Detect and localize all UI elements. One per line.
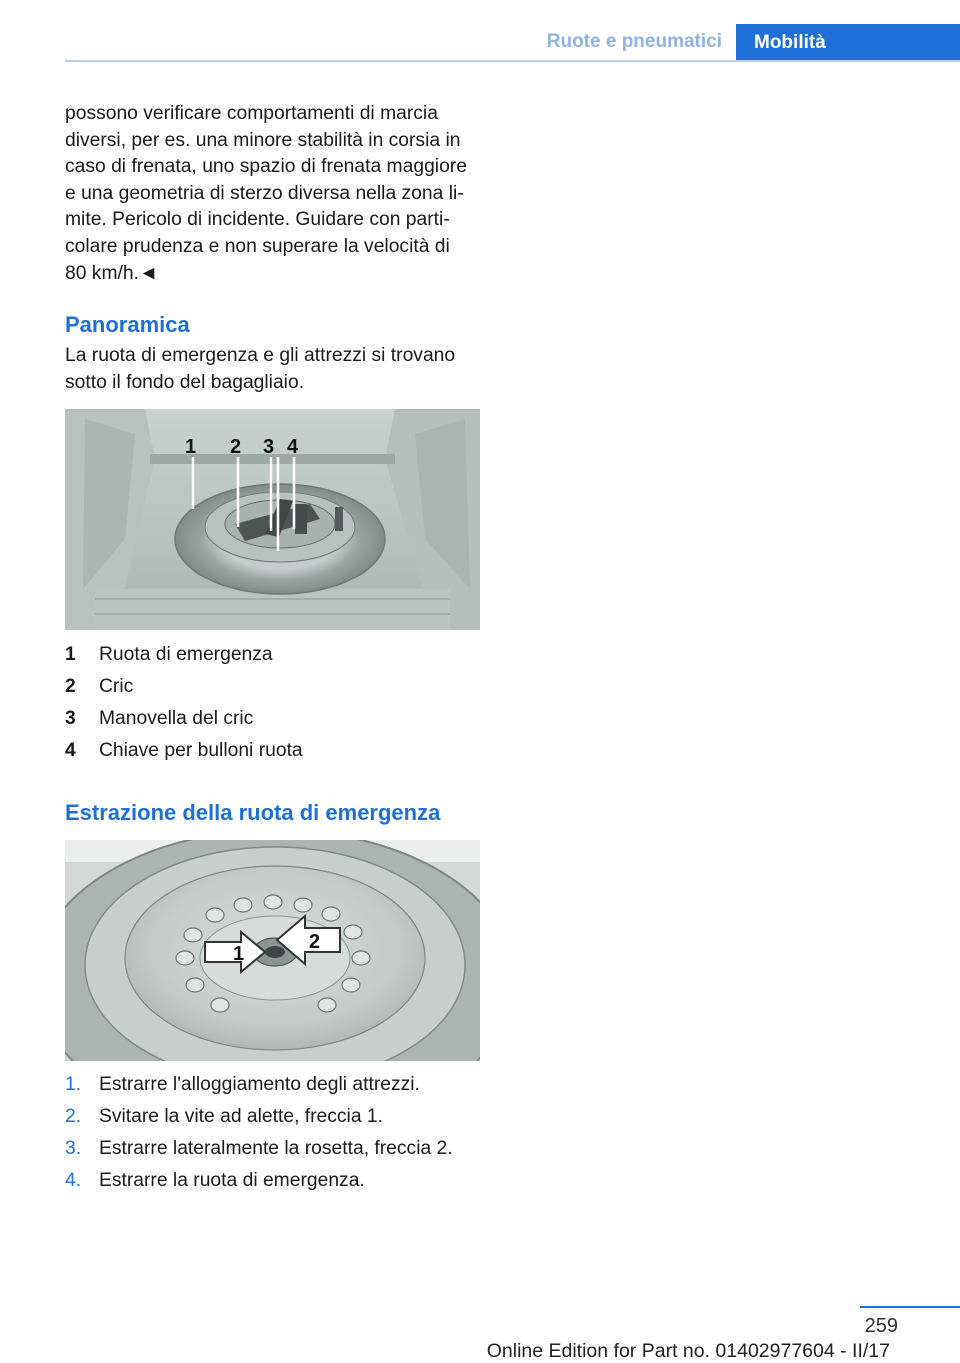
footer-rule [860,1306,960,1308]
legend-text: Chiave per bulloni ruota [99,740,303,761]
intro-line: e una geometria di sterzo diversa nella zona li‐ [65,182,464,204]
spare-wheel-trunk-illustration [65,409,480,630]
legend-text: Ruota di emergenza [99,644,273,665]
spare-wheel-trunk-figure [65,409,480,630]
removal-section [65,799,480,827]
header-section-tab[interactable]: Ruote e pneumatici [546,31,722,52]
footer-edition: Online Edition for Part no. 01402977604 - II/17 [486,1340,890,1362]
intro-line: mite. Pericolo di incidente. Guidare con parti‐ [65,209,450,231]
step-number: 4. [65,1170,82,1191]
header-rule [65,60,960,62]
spare-wheel-closeup-figure [65,840,480,1061]
intro-line: colare prudenza e non superare la velocità di [65,235,450,257]
header-chapter-tab[interactable]: Mobilità [736,24,960,62]
overview-text-line: sotto il fondo del bagagliaio. [65,371,305,393]
step-number: 2. [65,1106,82,1127]
legend-number: 1 [65,644,76,665]
figure-label: 2 [230,436,242,458]
figure-label: 4 [287,436,299,458]
legend-number: 3 [65,708,76,729]
figure-label: 1 [233,943,245,965]
spare-wheel-closeup-illustration [65,840,480,1061]
legend-text: Manovella del cric [99,708,254,729]
legend-text: Cric [99,676,134,697]
step-text: Estrarre la ruota di emergenza. [99,1170,365,1191]
intro-line: possono verificare comportamenti di marcia [65,103,438,124]
intro-paragraph [65,101,480,287]
figure-label: 2 [309,931,321,953]
figure-label: 3 [263,436,275,458]
overview-section [65,311,480,396]
intro-line: 80 km/h.◄ [65,262,159,284]
step-number: 3. [65,1138,82,1159]
removal-title: Estrazione della ruota di emergenza [65,800,441,825]
overview-title: Panoramica [65,312,190,337]
intro-line: caso di frenata, uno spazio di frenata maggiore [65,156,467,178]
step-text: Svitare la vite ad alette, freccia 1. [99,1106,384,1127]
legend-number: 4 [65,740,76,761]
step-text: Estrarre lateralmente la rosetta, freccia 2. [99,1138,453,1159]
step-number: 1. [65,1074,82,1095]
intro-line: diversi, per es. una minore stabilità in corsia in [65,129,461,151]
figure-label: 1 [185,436,197,458]
overview-text-line: La ruota di emergenza e gli attrezzi si trovano [65,345,456,366]
step-text: Estrarre l'alloggiamento degli attrezzi. [99,1074,420,1095]
legend-number: 2 [65,676,76,697]
page-number: 259 [864,1315,898,1337]
